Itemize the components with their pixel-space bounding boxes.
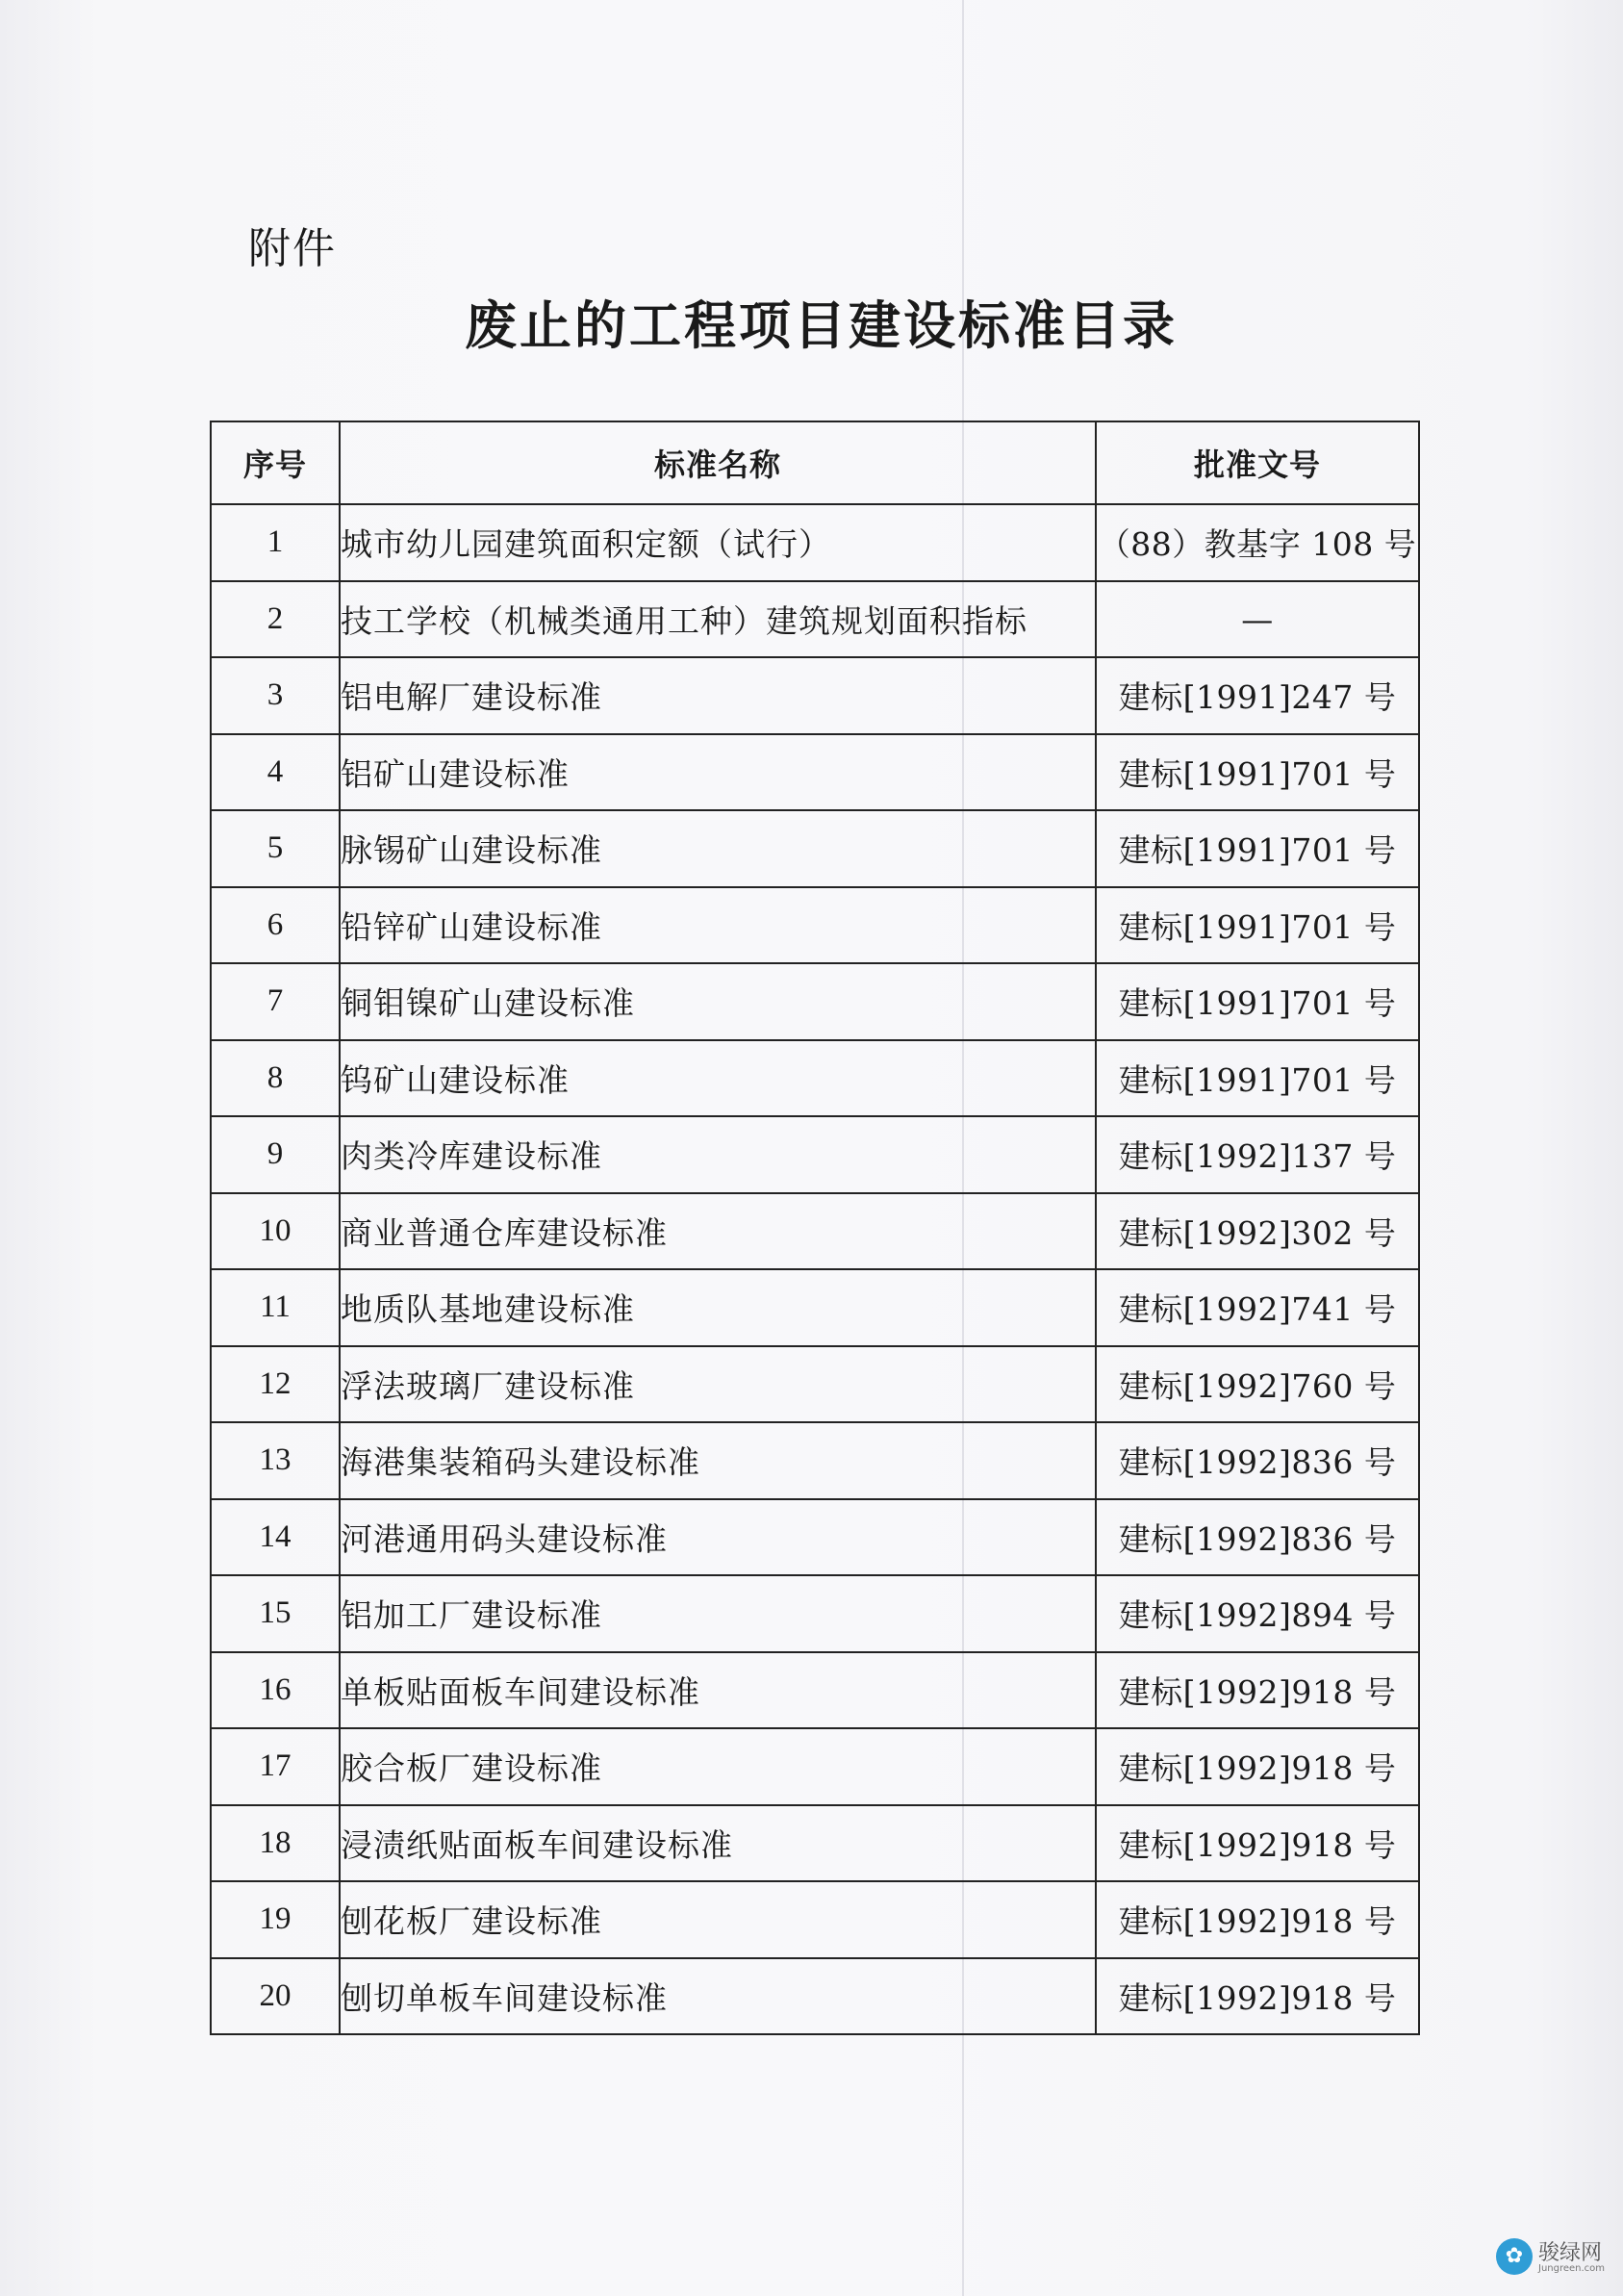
approval-ref: 建标[1992]760 号 — [1096, 1346, 1419, 1423]
table-row — [211, 1269, 1419, 1346]
row-number: 19 — [211, 1881, 340, 1958]
standard-name: 刨切单板车间建设标准 — [340, 1958, 1096, 2035]
row-number: 11 — [211, 1269, 340, 1346]
row-number: 6 — [211, 887, 340, 964]
approval-ref: 建标[1992]918 号 — [1096, 1958, 1419, 2035]
table-row — [211, 1422, 1419, 1499]
row-number: 12 — [211, 1346, 340, 1423]
standard-name: 浮法玻璃厂建设标准 — [340, 1346, 1096, 1423]
standard-name: 海港集装箱码头建设标准 — [340, 1422, 1096, 1499]
table-row — [211, 1040, 1419, 1117]
table-row — [211, 504, 1419, 581]
approval-ref: 建标[1992]918 号 — [1096, 1728, 1419, 1805]
table-row — [211, 734, 1419, 811]
standard-name: 钨矿山建设标准 — [340, 1040, 1096, 1117]
standard-name: 铝矿山建设标准 — [340, 734, 1096, 811]
table-row — [211, 1575, 1419, 1652]
approval-ref: 建标[1992]836 号 — [1096, 1422, 1419, 1499]
standard-name: 铜钼镍矿山建设标准 — [340, 963, 1096, 1040]
approval-ref: 建标[1991]701 号 — [1096, 1040, 1419, 1117]
standard-name: 肉类冷库建设标准 — [340, 1116, 1096, 1193]
approval-ref: 建标[1992]918 号 — [1096, 1805, 1419, 1882]
table-row — [211, 963, 1419, 1040]
site-watermark — [1496, 2231, 1610, 2281]
header-ref: 批准文号 — [1096, 421, 1419, 504]
table-row — [211, 1728, 1419, 1805]
row-number: 9 — [211, 1116, 340, 1193]
approval-ref: 建标[1992]918 号 — [1096, 1881, 1419, 1958]
approval-ref: 建标[1992]894 号 — [1096, 1575, 1419, 1652]
row-number: 13 — [211, 1422, 340, 1499]
approval-ref: 建标[1992]302 号 — [1096, 1193, 1419, 1270]
standard-name: 技工学校（机械类通用工种）建筑规划面积指标 — [340, 581, 1096, 658]
row-number: 17 — [211, 1728, 340, 1805]
table-row — [211, 657, 1419, 734]
table-row — [211, 1652, 1419, 1729]
approval-ref: 建标[1992]918 号 — [1096, 1652, 1419, 1729]
row-number: 3 — [211, 657, 340, 734]
standard-name: 胶合板厂建设标准 — [340, 1728, 1096, 1805]
table-row — [211, 1805, 1419, 1882]
document-title: 废止的工程项目建设标准目录 — [465, 294, 1178, 356]
table-header-row — [211, 421, 1419, 504]
row-number: 8 — [211, 1040, 340, 1117]
standard-name: 商业普通仓库建设标准 — [340, 1193, 1096, 1270]
standard-name: 脉锡矿山建设标准 — [340, 810, 1096, 887]
standard-name: 河港通用码头建设标准 — [340, 1499, 1096, 1576]
row-number: 7 — [211, 963, 340, 1040]
row-number: 1 — [211, 504, 340, 581]
table-row — [211, 1958, 1419, 2035]
row-number: 10 — [211, 1193, 340, 1270]
table-row — [211, 810, 1419, 887]
standard-name: 城市幼儿园建筑面积定额（试行） — [340, 504, 1096, 581]
standard-name: 浸渍纸贴面板车间建设标准 — [340, 1805, 1096, 1882]
row-number: 15 — [211, 1575, 340, 1652]
watermark-text: 骏绿网 — [1538, 2241, 1603, 2265]
table-row — [211, 887, 1419, 964]
standard-name: 单板贴面板车间建设标准 — [340, 1652, 1096, 1729]
row-number: 2 — [211, 581, 340, 658]
approval-ref: 建标[1991]701 号 — [1096, 887, 1419, 964]
row-number: 5 — [211, 810, 340, 887]
approval-ref: 建标[1991]701 号 — [1096, 734, 1419, 811]
standard-name: 铝加工厂建设标准 — [340, 1575, 1096, 1652]
approval-ref: — — [1096, 581, 1419, 658]
row-number: 18 — [211, 1805, 340, 1882]
table-row — [211, 1193, 1419, 1270]
approval-ref: 建标[1992]836 号 — [1096, 1499, 1419, 1576]
row-number: 20 — [211, 1958, 340, 2035]
table-row — [211, 1116, 1419, 1193]
table-row — [211, 581, 1419, 658]
table-row — [211, 1881, 1419, 1958]
approval-ref: 建标[1991]247 号 — [1096, 657, 1419, 734]
approval-ref: 建标[1992]137 号 — [1096, 1116, 1419, 1193]
row-number: 14 — [211, 1499, 340, 1576]
approval-ref: 建标[1991]701 号 — [1096, 810, 1419, 887]
attachment-label: 附件 — [248, 224, 337, 273]
header-no: 序号 — [211, 421, 340, 504]
leaf-logo-icon: ✿ — [1496, 2238, 1533, 2275]
standard-name: 铝电解厂建设标准 — [340, 657, 1096, 734]
standard-name: 地质队基地建设标准 — [340, 1269, 1096, 1346]
standards-table — [210, 421, 1420, 2035]
standard-name: 刨花板厂建设标准 — [340, 1881, 1096, 1958]
watermark-subtext: Jungreen.com — [1538, 2263, 1606, 2274]
row-number: 4 — [211, 734, 340, 811]
table-row — [211, 1499, 1419, 1576]
standard-name: 铅锌矿山建设标准 — [340, 887, 1096, 964]
table-row — [211, 1346, 1419, 1423]
header-name: 标准名称 — [340, 421, 1096, 504]
row-number: 16 — [211, 1652, 340, 1729]
approval-ref: 建标[1991]701 号 — [1096, 963, 1419, 1040]
approval-ref: 建标[1992]741 号 — [1096, 1269, 1419, 1346]
approval-ref: （88）教基字 108 号 — [1096, 504, 1419, 581]
